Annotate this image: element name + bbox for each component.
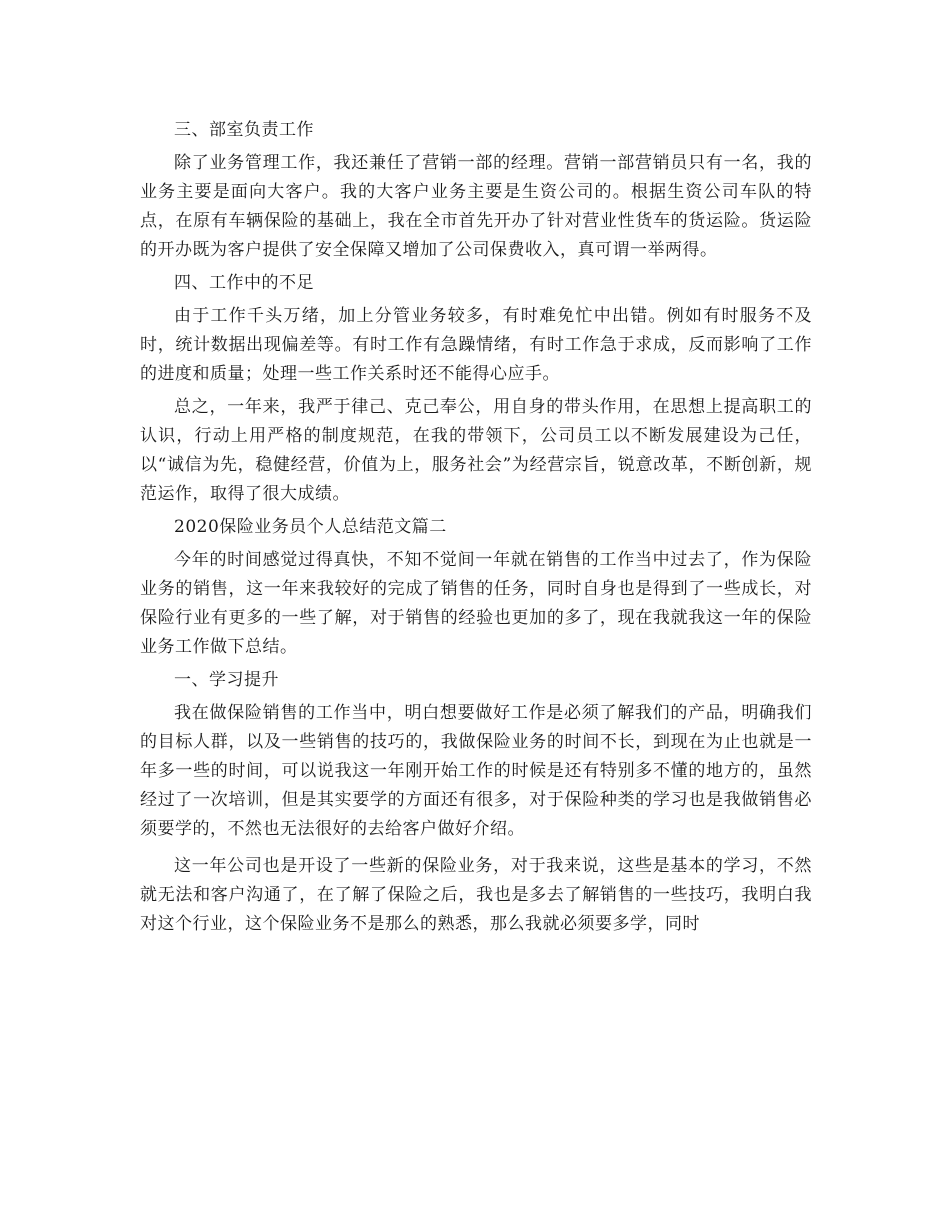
paragraph-dept-work: 除了业务管理工作，我还兼任了营销一部的经理。营销一部营销员只有一名，我的业务主要是面向大客户。我的大客户业务主要是生资公司的。根据生资公司车队的特点，在原有车辆保险的基础上，我在全市首先开办了针对营业性货车的货运险。货运险的开办既为客户提供了安全保障又增加了公司保费收入，真可谓一举两得。 xyxy=(140,153,812,260)
paragraph-intro-part-two: 今年的时间感觉过得真快，不知不觉间一年就在销售的工作当中过去了，作为保险业务的销售，这一年来我较好的完成了销售的任务，同时自身也是得到了一些成长，对保险行业有更多的一些了解，对于销售的经验也更加的多了，现在我就我这一年的保险业务工作做下总结。 xyxy=(140,550,812,657)
paragraph-shortcomings: 由于工作千头万绪，加上分管业务较多，有时难免忙中出错。例如有时服务不及时，统计数据出现偏差等。有时工作有急躁情绪，有时工作急于求成，反而影响了工作的进度和质量；处理一些工作关系时还不能得心应手。 xyxy=(140,306,812,384)
paragraph-new-business: 这一年公司也是开设了一些新的保险业务，对于我来说，这些是基本的学习，不然就无法和客户沟通了，在了解了保险之后，我也是多去了解销售的一些技巧，我明白我对这个行业，这个保险业务不是那么的熟悉，那么我就必须要多学，同时 xyxy=(140,856,812,934)
section-heading-learning: 一、学习提升 xyxy=(174,670,279,690)
paragraph-learning: 我在做保险销售的工作当中，明白想要做好工作是必须了解我们的产品，明确我们的目标人群，以及一些销售的技巧的，我做保险业务的时间不长，到现在为止也就是一年多一些的时间，可以说我这一年刚开始工作的时候是还有特别多不懂的地方的，虽然经过了一次培训，但是其实要学的方面还有很多，对于保险种类的学习也是我做销售必须要学的，不然也无法很好的去给客户做好介绍。 xyxy=(140,703,812,839)
paragraph-conclusion: 总之，一年来，我严于律己、克己奉公，用自身的带头作用，在思想上提高职工的认识，行动上用严格的制度规范，在我的带领下，公司员工以不断发展建设为己任，以“诚信为先，稳健经营，价值为上，服务社会”为经营宗旨，锐意改革，不断创新，规范运作，取得了很大成绩。 xyxy=(140,397,812,504)
section-heading-shortcomings: 四、工作中的不足 xyxy=(174,273,314,293)
section-heading-dept-work: 三、部室负责工作 xyxy=(174,120,314,140)
article-title-part-two: 2020保险业务员个人总结范文篇二 xyxy=(174,517,447,537)
document-page xyxy=(140,116,812,939)
